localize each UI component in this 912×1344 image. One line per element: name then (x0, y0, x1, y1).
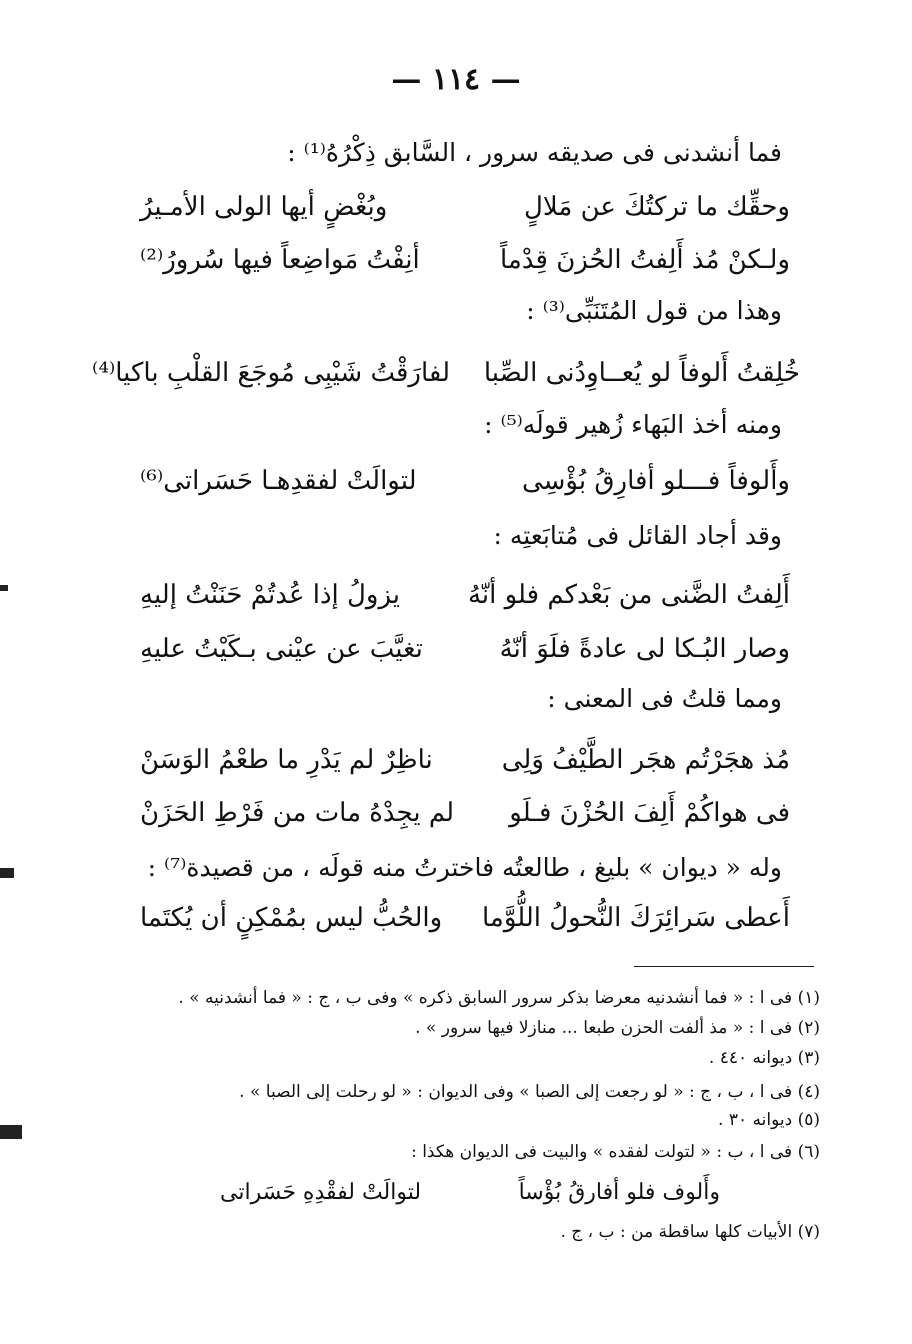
binding-mark (0, 1125, 22, 1139)
verse-first-hemistich: وأَلوفاً فـــلو أفارِقُ بُؤْسِى (521, 466, 790, 496)
footnote: (٧) الأبيات كلها ساقطة من : ب ، ج . (560, 1222, 820, 1242)
binding-mark (0, 868, 14, 878)
verse-line (92, 358, 800, 398)
verse-second-hemistich: أنِفْتُ مَواضِعاً فيها سُرورُ⁽²⁾ (140, 245, 420, 275)
verse-second-hemistich: ناظِرٌ لم يَدْرِ ما طعْمُ الوَسَنْ (140, 745, 433, 775)
intro-line: ومنه أخذ البَهاء زُهير قولَه⁽⁵⁾ : (484, 410, 782, 439)
verse-first-hemistich: خُلِقتُ أَلوفاً لو يُعــاوِدُنى الصِّبا (483, 358, 800, 388)
verse-line (140, 466, 790, 506)
verse-line (140, 634, 790, 674)
verse-line (140, 580, 790, 620)
verse-second-hemistich: والحُبُّ ليس بمُمْكِنٍ أن يُكتَما (140, 903, 443, 933)
verse-second-hemistich: لفارَقْتُ شَيْبِى مُوجَعَ القلْبِ باكيا⁽⁴⁾ (92, 358, 450, 388)
footnote: (٥) ديوانه ٣٠ . (718, 1110, 820, 1130)
verse-first-hemistich: أَلِفتُ الضَّنى من بَعْدكم فلو أنّهُ (467, 580, 790, 610)
footnote-separator (634, 966, 814, 967)
verse-second-hemistich: لتوالَتْ لفقْدِهِ حَسَراتى (220, 1180, 422, 1205)
intro-line: وهذا من قول المُتَنَبِّى⁽³⁾ : (526, 296, 782, 325)
verse-line (140, 745, 790, 785)
verse-first-hemistich: وأَلوف فلو أفارقُ بُؤْساً (518, 1180, 720, 1205)
intro-line: ومما قلتُ فى المعنى : (547, 684, 782, 713)
verse-line (140, 192, 790, 232)
verse-first-hemistich: ولـكنْ مُذ أَلِفتُ الحُزنَ قِدْماً (500, 245, 790, 275)
footnote: (٣) ديوانه ٤٤٠ . (708, 1048, 820, 1068)
intro-line: وله « ديوان » بليغ ، طالعتُه فاخترتُ منه قولَه ، من قصيدة⁽⁷⁾ : (147, 853, 782, 882)
verse-first-hemistich: أَعطى سَرائِرَكَ النُّحولُ اللُّوَّما (481, 903, 790, 933)
verse-second-hemistich: لتوالَتْ لفقدِهـا حَسَراتى⁽⁶⁾ (140, 466, 417, 496)
verse-second-hemistich: وبُغْضٍ أيها الولى الأمـيرُ (140, 192, 388, 222)
verse-line (140, 903, 790, 943)
footnote: (٢) فى ا : « مذ ألفت الحزن طبعا ... منازلا فيها سرور » . (415, 1018, 820, 1038)
verse-first-hemistich: مُذ هجَرْتُم هجَر الطَّيْفُ وَلِى (501, 745, 790, 775)
verse-first-hemistich: فى هواكُمْ أَلِفَ الحُزْنَ فـلَو (509, 798, 790, 828)
verse-line (140, 798, 790, 838)
footnote-verse (220, 1180, 720, 1214)
footnote: (١) فى ا : « فما أنشدنيه معرضا بذكر سرور السابق ذكره » وفى ب ، ج : « فما أنشدنيه » . (178, 988, 820, 1008)
binding-mark (0, 585, 8, 591)
verse-line (140, 245, 790, 285)
page-number: — ١١٤ — (391, 62, 521, 97)
intro-line: فما أنشدنى فى صديقه سرور ، السَّابق ذِكْرُهُ⁽¹⁾ : (287, 138, 782, 167)
verse-second-hemistich: لم يجِدْهُ مات من فَرْطِ الحَزَنْ (140, 798, 455, 828)
verse-second-hemistich: تغيَّبَ عن عيْنى بـكَيْتُ عليهِ (140, 634, 423, 664)
verse-first-hemistich: وصار البُـكا لى عادةً فلَوَ أنّهُ (499, 634, 790, 664)
footnote: (٤) فى ا ، ب ، ج : « لو رجعت إلى الصبا » وفى الديوان : « لو رحلت إلى الصبا » . (239, 1082, 820, 1102)
verse-first-hemistich: وحقِّك ما تركتُكَ عن مَلالٍ (524, 192, 790, 222)
verse-second-hemistich: يزولُ إذا عُدتُمْ حَنَنْتُ إليهِ (140, 580, 401, 610)
intro-line: وقد أجاد القائل فى مُتابَعتِه : (493, 521, 782, 550)
footnote: (٦) فى ا ، ب : « لتولت لفقده » والبيت فى الديوان هكذا : (411, 1142, 820, 1162)
